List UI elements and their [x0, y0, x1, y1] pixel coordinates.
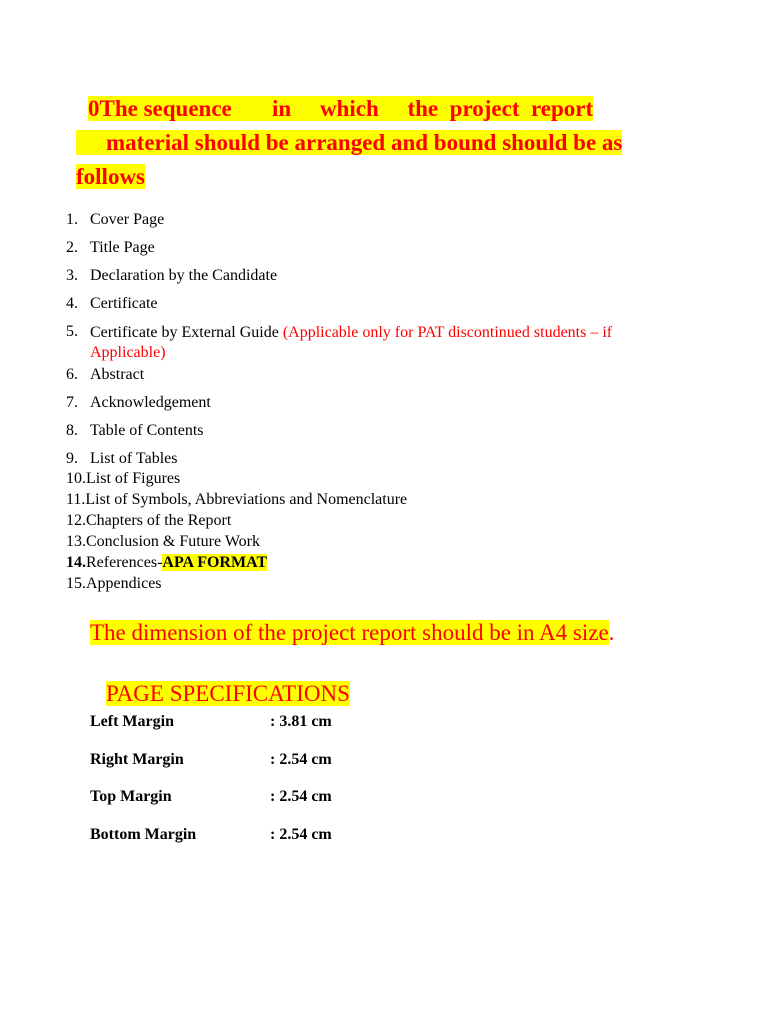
list-item: [66, 239, 706, 267]
spec-value: : 2.54 cm: [270, 825, 332, 843]
dimension-text: The dimension of the project report should be in A4 size: [90, 620, 609, 645]
list-item-text: Declaration by the Candidate: [90, 267, 278, 284]
spec-label: Right Margin: [90, 750, 184, 768]
heading-word: report: [530, 96, 594, 121]
list-item-number: 12.: [66, 512, 86, 529]
page-specifications-title: [106, 681, 350, 707]
list-item-number: 15.: [66, 575, 86, 592]
list-item-text: Cover Page: [90, 211, 165, 228]
list-item-text: [90, 323, 680, 366]
list-item-text: Title Page: [90, 239, 155, 256]
list-item: [66, 323, 706, 366]
spec-row-top-margin: [90, 788, 490, 826]
list-item-number: 14.: [66, 554, 86, 571]
heading-line-3: [76, 160, 686, 194]
list-item-text: [86, 554, 267, 575]
list-item-text: Acknowledgement: [90, 394, 211, 411]
list-item-number: 7.: [66, 394, 78, 411]
spec-label: Left Margin: [90, 713, 174, 730]
list-item-text: Appendices: [86, 575, 162, 592]
list-item: [66, 512, 706, 533]
list-item-text: List of Figures: [86, 470, 181, 487]
spec-label: Bottom Margin: [90, 825, 197, 843]
list-item: [66, 470, 706, 491]
list-item-number: 4.: [66, 295, 78, 312]
list-item: [66, 394, 706, 422]
list-item: [66, 491, 706, 512]
spec-value: : 2.54 cm: [270, 788, 332, 805]
list-item-number: 3.: [66, 267, 78, 284]
heading-line-2: [76, 126, 686, 160]
margin-specifications: [90, 713, 490, 863]
heading-line-3-highlight: follows: [76, 164, 145, 189]
list-item-text: Conclusion & Future Work: [86, 533, 260, 550]
list-item: [66, 267, 706, 295]
list-item-text: Certificate: [90, 295, 158, 312]
list-item: [66, 575, 706, 596]
spec-row-left-margin: [90, 713, 490, 751]
list-item: [66, 450, 706, 470]
list-item-number: 10.: [66, 470, 86, 487]
list-item-main-text: Certificate by External Guide: [90, 324, 279, 341]
heading-line-2-highlight: material should be arranged and bound should be as: [76, 130, 622, 155]
spec-label: Top Margin: [90, 788, 172, 805]
dimension-statement: [90, 620, 614, 646]
list-item-number: 5.: [66, 323, 78, 340]
list-item-number: 1.: [66, 211, 78, 228]
heading-word: in: [272, 96, 292, 121]
heading-line-1-highlight: [88, 96, 593, 121]
list-item: [66, 295, 706, 323]
list-item-number: 13.: [66, 533, 86, 550]
heading-word: 0The sequence: [88, 96, 232, 121]
report-sequence-list: [66, 211, 706, 596]
list-item: [66, 422, 706, 450]
dimension-period: .: [608, 620, 615, 645]
heading-word: the: [407, 96, 439, 121]
list-item-text: Abstract: [90, 366, 145, 383]
list-item-text: Chapters of the Report: [86, 512, 232, 529]
list-item-number: 6.: [66, 366, 78, 383]
page-specifications-title-text: PAGE SPECIFICATIONS: [106, 681, 350, 706]
list-item-number: 9.: [66, 450, 78, 467]
list-item-text: List of Tables: [90, 450, 178, 467]
list-item-main-text: References-: [86, 554, 163, 571]
heading-word: project: [449, 96, 520, 121]
spec-value: : 3.81 cm: [270, 713, 332, 730]
list-item: [66, 211, 706, 239]
list-item-text: Table of Contents: [90, 422, 204, 439]
heading-word: which: [319, 96, 379, 121]
list-item: [66, 366, 706, 394]
list-item-number: 11.: [66, 491, 86, 508]
spec-value: : 2.54 cm: [270, 750, 332, 768]
apa-format-highlight: APA FORMAT: [162, 554, 268, 571]
heading-line-1: [76, 92, 686, 126]
list-item-text: List of Symbols, Abbreviations and Nomenclature: [85, 491, 408, 508]
spec-row-bottom-margin: [90, 826, 490, 864]
sequence-heading: [76, 92, 686, 194]
list-item: [66, 533, 706, 554]
list-item-number: 2.: [66, 239, 78, 256]
list-item-number: 8.: [66, 422, 78, 439]
spec-row-right-margin: [90, 751, 490, 789]
list-item: [66, 554, 706, 575]
list-item-note: (Applicable only for PAT discontinued students – if Applicable): [90, 324, 613, 361]
